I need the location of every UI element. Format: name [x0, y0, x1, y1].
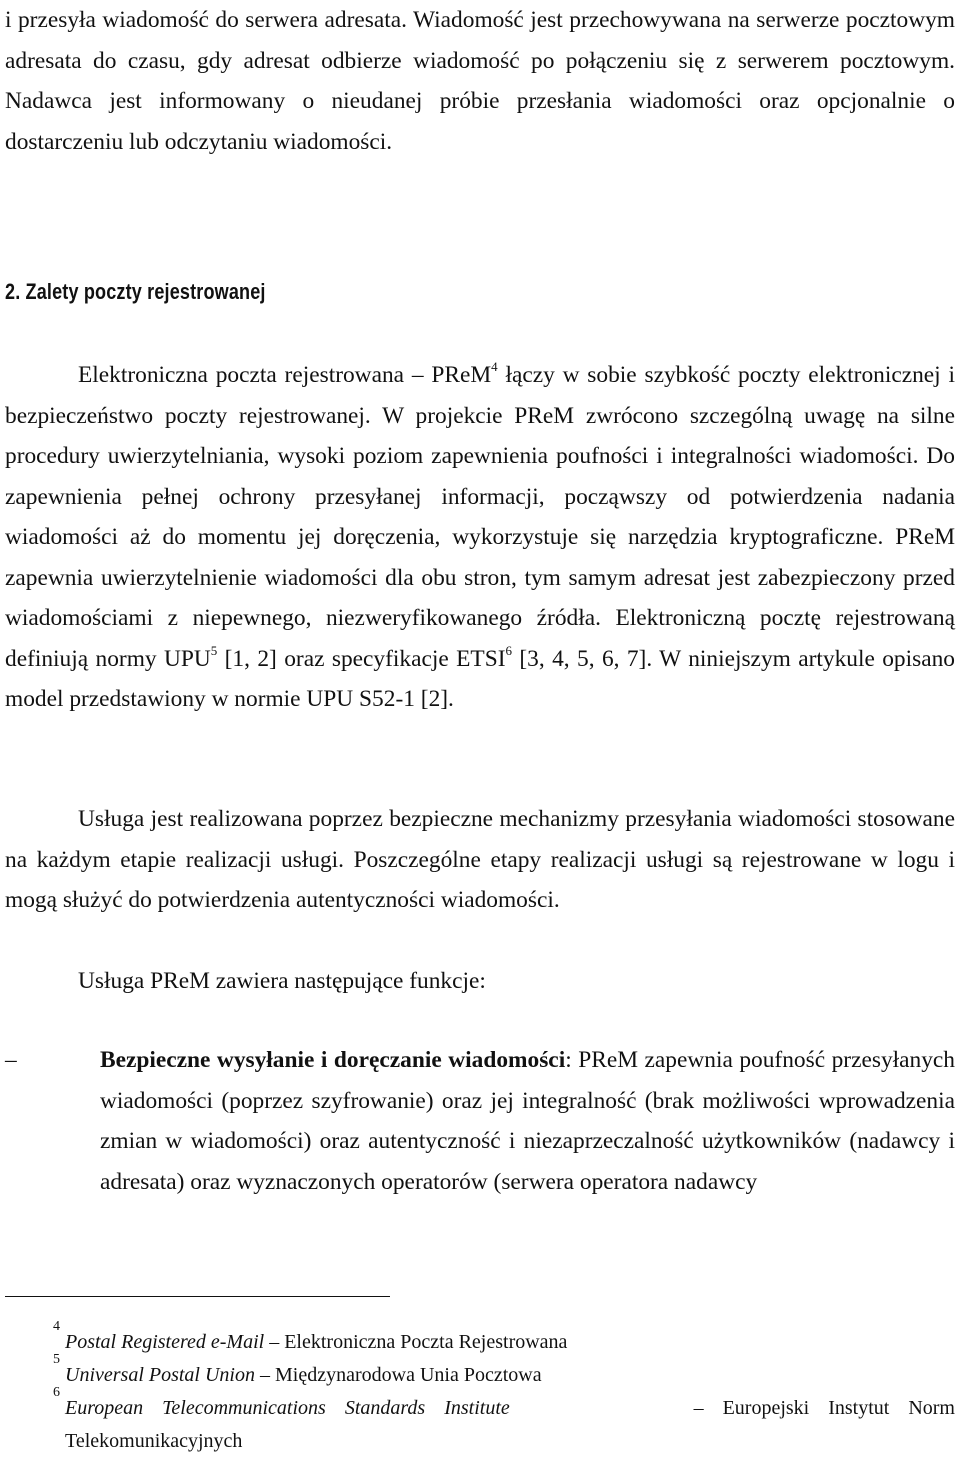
- footnote-number: 4: [53, 1319, 60, 1334]
- footnote-ref-5: 5: [210, 642, 218, 658]
- footnote-text: – Międzynarodowa Unia Pocztowa: [255, 1364, 542, 1386]
- footnote-text: – Europejski Instytut Norm: [693, 1397, 955, 1419]
- paragraph-functions-intro: Usługa PReM zawiera następujące funkcje:: [78, 968, 486, 994]
- paragraph-advantages-part4: [3, 4, 5, 6, 7]. W niniejszym artykule opisano model przedstawiony w normie UPU S52-1 [2].: [5, 645, 955, 712]
- bullet-description: : PReM zapewnia poufność przesyłanych wiadomości (poprzez szyfrowanie) oraz jej integralność (brak możliwości wprowadzenia zmian w wiadomości) oraz autentyczność i niezaprzeczalność użytkowników (nadawcy i adresata) oraz wyznaczonych operatorów (serwera operatora nadawcy: [100, 1047, 955, 1195]
- footnote-6-continuation: [5, 1425, 955, 1458]
- footnote-term: Universal Postal Union: [65, 1364, 255, 1386]
- footnote-5: [5, 1352, 955, 1392]
- footnote-number: 6: [53, 1385, 60, 1400]
- bullet-text: [100, 1040, 955, 1202]
- footnotes: [5, 1319, 955, 1458]
- footnote-separator: [5, 1296, 390, 1297]
- bullet-dash: –: [5, 1047, 17, 1073]
- footnote-ref-6: 6: [505, 642, 512, 658]
- footnote-term: Postal Registered e-Mail: [65, 1331, 265, 1353]
- footnote-text: – Elektroniczna Poczta Rejestrowana: [264, 1331, 568, 1353]
- section-heading: 2. Zalety poczty rejestrowanej: [5, 279, 266, 304]
- footnote-6: [5, 1385, 955, 1425]
- bullet-bold-title: Bezpieczne wysyłanie i doręczanie wiadomości: [100, 1047, 566, 1073]
- bullet-list-item: [5, 1040, 955, 1202]
- footnote-6-line: [65, 1392, 955, 1425]
- footnote-term: European Telecommunications Standards Institute: [65, 1397, 510, 1419]
- paragraph-intro: i przesyła wiadomość do serwera adresata. Wiadomość jest przechowywana na serwerze pocztowym adresata do czasu, gdy adresat odbierze wiadomość po połączeniu się z serwerem pocztowym. Nadawca jest informowany o nieudanej próbie przesłania wiadomości oraz opcjonalnie o dostarczeniu lub odczytaniu wiadomości.: [5, 7, 955, 155]
- footnote-ref-4: 4: [491, 359, 498, 375]
- paragraph-service: Usługa jest realizowana poprzez bezpieczne mechanizmy przesyłania wiadomości stosowane na każdym etapie realizacji usługi. Poszczególne etapy realizacji usługi są rejestrowane w logu i mogą służyć do potwierdzenia autentyczności wiadomości.: [5, 806, 955, 913]
- paragraph-advantages: [5, 355, 955, 720]
- footnote-text-continued: Telekomunikacyjnych: [65, 1430, 243, 1452]
- paragraph-advantages-part2: łączy w sobie szybkość poczty elektronicznej i bezpieczeństwo poczty rejestrowanej. W projekcie PReM zwrócono szczególną uwagę na silne procedury uwierzytelniania, wysoki poziom zapewnienia poufności i integralności wiadomości. Do zapewnienia pełnej ochrony przesyłanej informacji, począwszy od potwierdzenia nadania wiadomości aż do momentu jej doręczenia, wykorzystuje się narzędzia kryptograficzne. PReM zapewnia uwierzytelnienie wiadomości dla obu stron, tym samym adresat jest zabezpieczony przed wiadomościami z niepewnego, niezweryfikowanego źródła. Elektroniczną pocztę rejestrowaną definiują normy UPU: [5, 362, 955, 672]
- footnote-number: 5: [53, 1352, 60, 1367]
- paragraph-advantages-part3: [1, 2] oraz specyfikacje ETSI: [217, 645, 506, 672]
- footnote-4: [5, 1319, 955, 1359]
- paragraph-advantages-part1: Elektroniczna poczta rejestrowana – PReM: [78, 362, 492, 388]
